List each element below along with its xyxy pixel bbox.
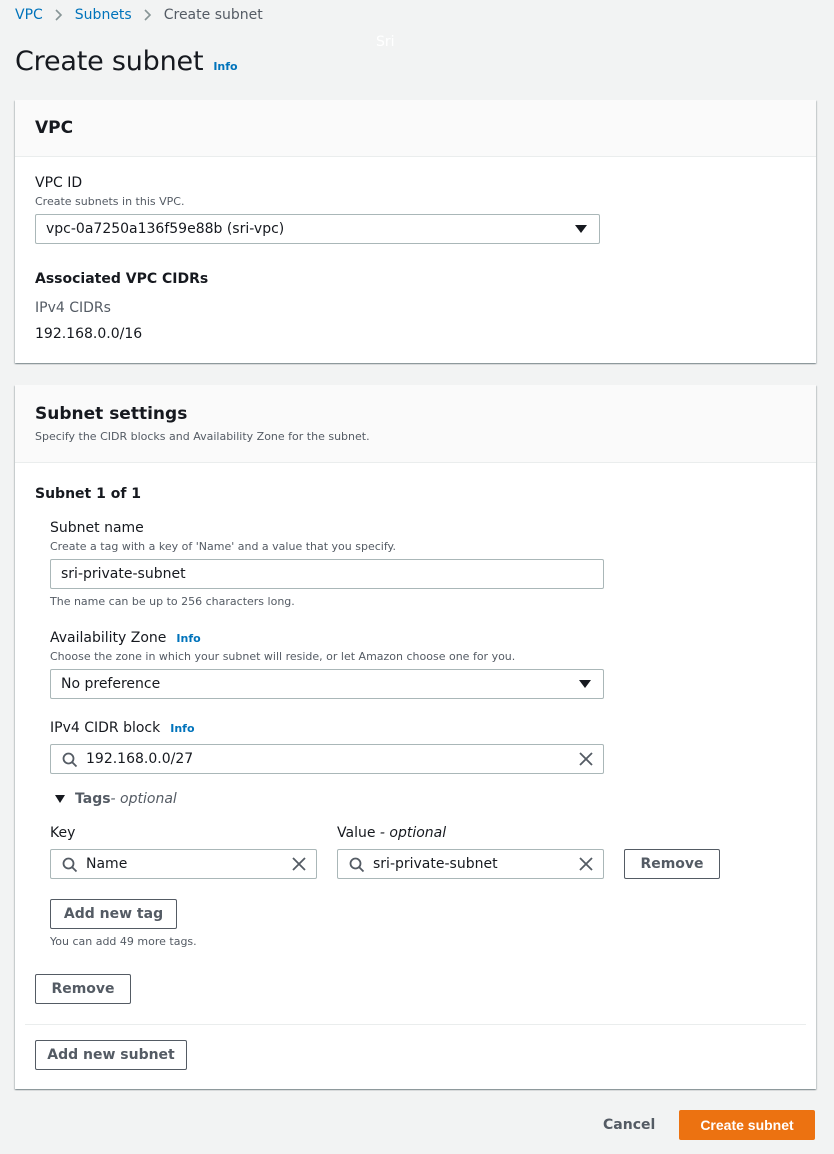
cidr-input[interactable] xyxy=(50,744,604,774)
tag-key-value: Name xyxy=(86,856,128,872)
tags-label: Tags xyxy=(75,791,111,807)
vpc-panel-title: VPC xyxy=(35,118,74,138)
remove-tag-button[interactable]: Remove xyxy=(624,849,720,879)
breadcrumb-subnets-link[interactable]: Subnets xyxy=(74,7,132,23)
caret-down-icon xyxy=(55,795,65,803)
page-title: Create subnet xyxy=(15,46,204,77)
vpc-panel xyxy=(15,100,816,363)
watermark-text: Sri xyxy=(376,34,395,50)
vpc-id-description: Create subnets in this VPC. xyxy=(35,195,185,208)
tags-hint: You can add 49 more tags. xyxy=(50,935,197,948)
az-label: Availability Zone xyxy=(50,630,167,646)
search-icon xyxy=(62,857,78,873)
remove-subnet-button[interactable]: Remove xyxy=(35,974,131,1004)
vpc-id-label: VPC ID xyxy=(35,175,83,191)
az-description: Choose the zone in which your subnet will reside, or let Amazon choose one for you. xyxy=(50,650,516,663)
subnet-name-input[interactable] xyxy=(50,559,604,589)
cidr-info-link[interactable]: Info xyxy=(170,722,195,735)
chevron-right-icon xyxy=(144,9,152,21)
az-info-link[interactable]: Info xyxy=(176,632,201,645)
tags-expander[interactable] xyxy=(55,791,177,807)
close-icon[interactable] xyxy=(292,857,306,871)
create-subnet-button[interactable]: Create subnet xyxy=(679,1110,815,1140)
tag-value-value: sri-private-subnet xyxy=(373,856,498,872)
tag-value-label-row xyxy=(337,825,446,841)
caret-down-icon xyxy=(579,680,591,688)
vpc-id-selected-value: vpc-0a7250a136f59e88b (sri-vpc) xyxy=(46,221,285,237)
breadcrumb-current: Create subnet xyxy=(163,7,263,23)
subnet-settings-panel xyxy=(15,385,816,1089)
tag-key-input[interactable] xyxy=(50,849,317,879)
cancel-button[interactable]: Cancel xyxy=(603,1117,656,1133)
search-icon xyxy=(349,857,365,873)
tag-value-optional: - optional xyxy=(375,825,447,841)
close-icon[interactable] xyxy=(579,857,593,871)
cidr-label: IPv4 CIDR block xyxy=(50,720,161,736)
subnet-settings-description: Specify the CIDR blocks and Availability Zone for the subnet. xyxy=(35,430,370,443)
section-divider xyxy=(25,1024,806,1025)
page-info-link[interactable]: Info xyxy=(213,60,238,73)
az-selected-value: No preference xyxy=(61,676,161,692)
subnet-name-hint: The name can be up to 256 characters long. xyxy=(50,595,295,608)
cidr-value: 192.168.0.0/27 xyxy=(86,751,194,767)
subnet-settings-header xyxy=(15,385,816,463)
cidr-label-row xyxy=(50,720,195,736)
ipv4-cidrs-label: IPv4 CIDRs xyxy=(35,300,111,316)
page-header xyxy=(15,46,238,77)
breadcrumb-vpc-link[interactable]: VPC xyxy=(15,7,43,23)
tag-value-label: Value xyxy=(337,825,376,841)
subnet-count-heading: Subnet 1 of 1 xyxy=(35,486,142,502)
subnet-name-description: Create a tag with a key of 'Name' and a value that you specify. xyxy=(50,540,396,553)
subnet-name-value: sri-private-subnet xyxy=(61,566,186,582)
tags-optional: - optional xyxy=(110,791,177,807)
add-new-subnet-button[interactable]: Add new subnet xyxy=(35,1040,187,1070)
az-label-row xyxy=(50,630,201,646)
ipv4-cidrs-value: 192.168.0.0/16 xyxy=(35,326,143,342)
associated-cidrs-title: Associated VPC CIDRs xyxy=(35,271,209,287)
subnet-settings-title: Subnet settings xyxy=(35,404,188,424)
vpc-panel-header xyxy=(15,100,816,157)
chevron-right-icon xyxy=(55,9,63,21)
add-new-tag-button[interactable]: Add new tag xyxy=(50,899,177,929)
tag-key-label: Key xyxy=(50,825,76,841)
close-icon[interactable] xyxy=(579,752,593,766)
breadcrumb xyxy=(15,6,263,24)
caret-down-icon xyxy=(575,225,587,233)
tag-value-input[interactable] xyxy=(337,849,604,879)
az-select[interactable] xyxy=(50,669,604,699)
subnet-name-label: Subnet name xyxy=(50,520,144,536)
search-icon xyxy=(62,752,78,768)
vpc-id-select[interactable] xyxy=(35,214,600,244)
